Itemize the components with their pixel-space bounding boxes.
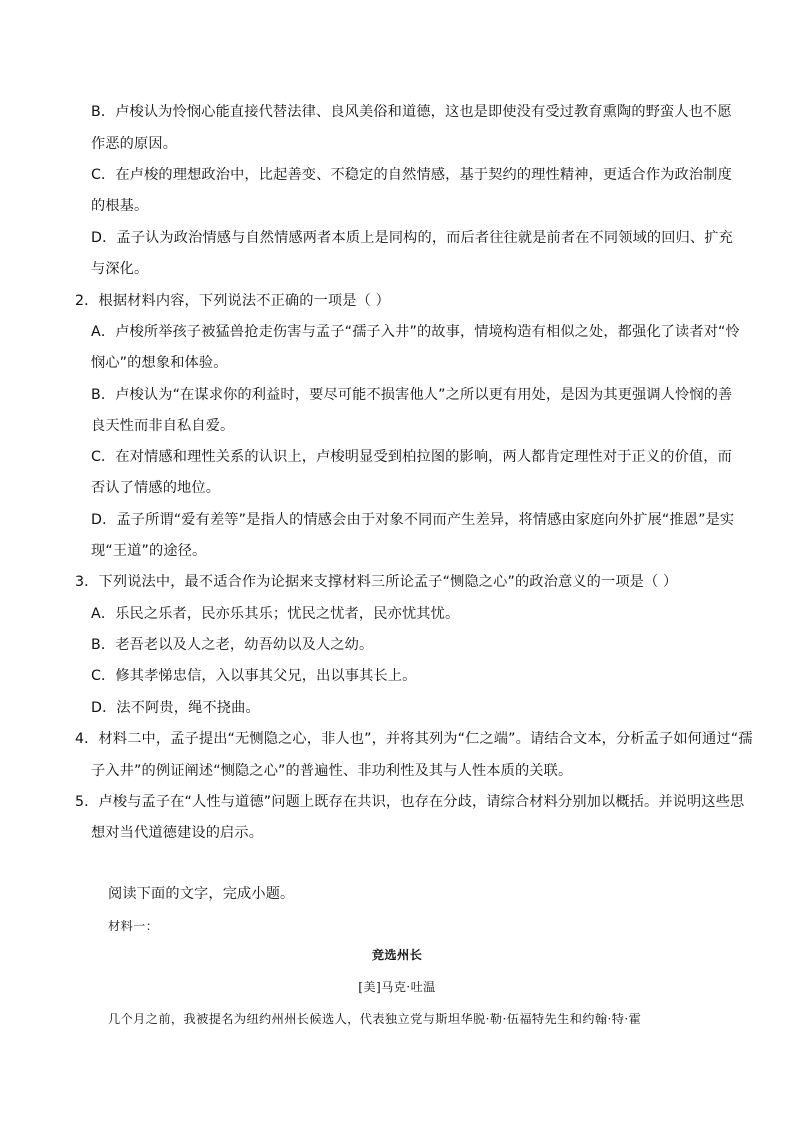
option-1d-line-2: 与深化。: [91, 261, 149, 277]
question-5-line-2: 想对当代道德建设的启示。: [91, 825, 264, 841]
option-1c-line-1: C．在卢梭的理想政治中，比起善变、不稳定的自然情感，基于契约的理性精神，更适合作为政治制度: [91, 167, 732, 183]
question-2: 2．根据材料内容，下列说法不正确的一项是（ ）: [75, 293, 390, 309]
option-2c-line-1: C．在对情感和理性关系的认识上，卢梭明显受到柏拉图的影响，两人都肯定理性对于正义的价值，而: [91, 449, 732, 465]
question-3: 3．下列说法中，最不适合作为论据来支撑材料三所论孟子“恻隐之心”的政治意义的一项是（ ）: [75, 574, 678, 590]
question-4-line-1: 4．材料二中，孟子提出“无恻隐之心，非人也”，并将其列为“仁之端”。请结合文本，分析孟子如何通过“孺: [75, 731, 753, 747]
option-3d: D．法不阿贵，绳不挠曲。: [91, 700, 260, 716]
option-2b-line-2: 良天性而非自私自爱。: [91, 418, 235, 434]
question-5-line-1: 5．卢梭与孟子在“人性与道德”问题上既存在共识，也存在分歧，请综合材料分别加以概括。并说明这些思: [75, 794, 745, 810]
option-2b-line-1: B．卢梭认为“在谋求你的利益时，要尽可能不损害他人”之所以更有用处，是因为其更强调人怜悯的善: [91, 387, 733, 403]
option-3b: B．老吾老以及人之老，幼吾幼以及人之幼。: [91, 637, 374, 653]
question-4-line-2: 子入井”的例证阐述“恻隐之心”的普遍性、非功利性及其与人性本质的关联。: [91, 763, 573, 779]
option-1b-line-1: B．卢梭认为怜悯心能直接代替法律、良风美俗和道德，这也是即使没有受过教育熏陶的野蛮人也不愿: [91, 104, 732, 120]
article-body-line-1: 几个月之前，我被提名为纽约州州长候选人，代表独立党与斯坦华脱·勒·伍福特先生和约翰·特·霍: [108, 1012, 642, 1026]
option-2a-line-2: 悯心”的想象和体验。: [91, 355, 228, 371]
option-2a-line-1: A．卢梭所举孩子被猛兽抢走伤害与孟子“孺子入井”的故事，情境构造有相似之处，都强化了读者对“怜: [91, 324, 740, 340]
option-1c-line-2: 的根基。: [91, 198, 149, 214]
option-2d-line-1: D．孟子所谓“爱有差等”是指人的情感会由于对象不同而产生差异，将情感由家庭向外扩展“推恩”是实: [91, 512, 735, 528]
option-2d-line-2: 现“王道”的途径。: [91, 543, 207, 559]
article-author: [美]马克·吐温: [358, 980, 436, 994]
option-1d-line-1: D．孟子认为政治情感与自然情感两者本质上是同构的，而后者往往就是前者在不同领域的回归、扩充: [91, 230, 733, 246]
material-one-label: 材料一：: [108, 919, 159, 933]
option-1b-line-2: 作恶的原因。: [91, 136, 178, 152]
option-3a: A．乐民之乐者，民亦乐其乐；忧民之忧者，民亦忧其忧。: [91, 606, 460, 622]
reading-instruction: 阅读下面的文字，完成小题。: [108, 886, 295, 902]
article-title: 竞选州长: [371, 948, 423, 962]
option-2c-line-2: 否认了情感的地位。: [91, 480, 221, 496]
option-3c: C．修其孝悌忠信，入以事其父兄，出以事其长上。: [91, 668, 417, 684]
